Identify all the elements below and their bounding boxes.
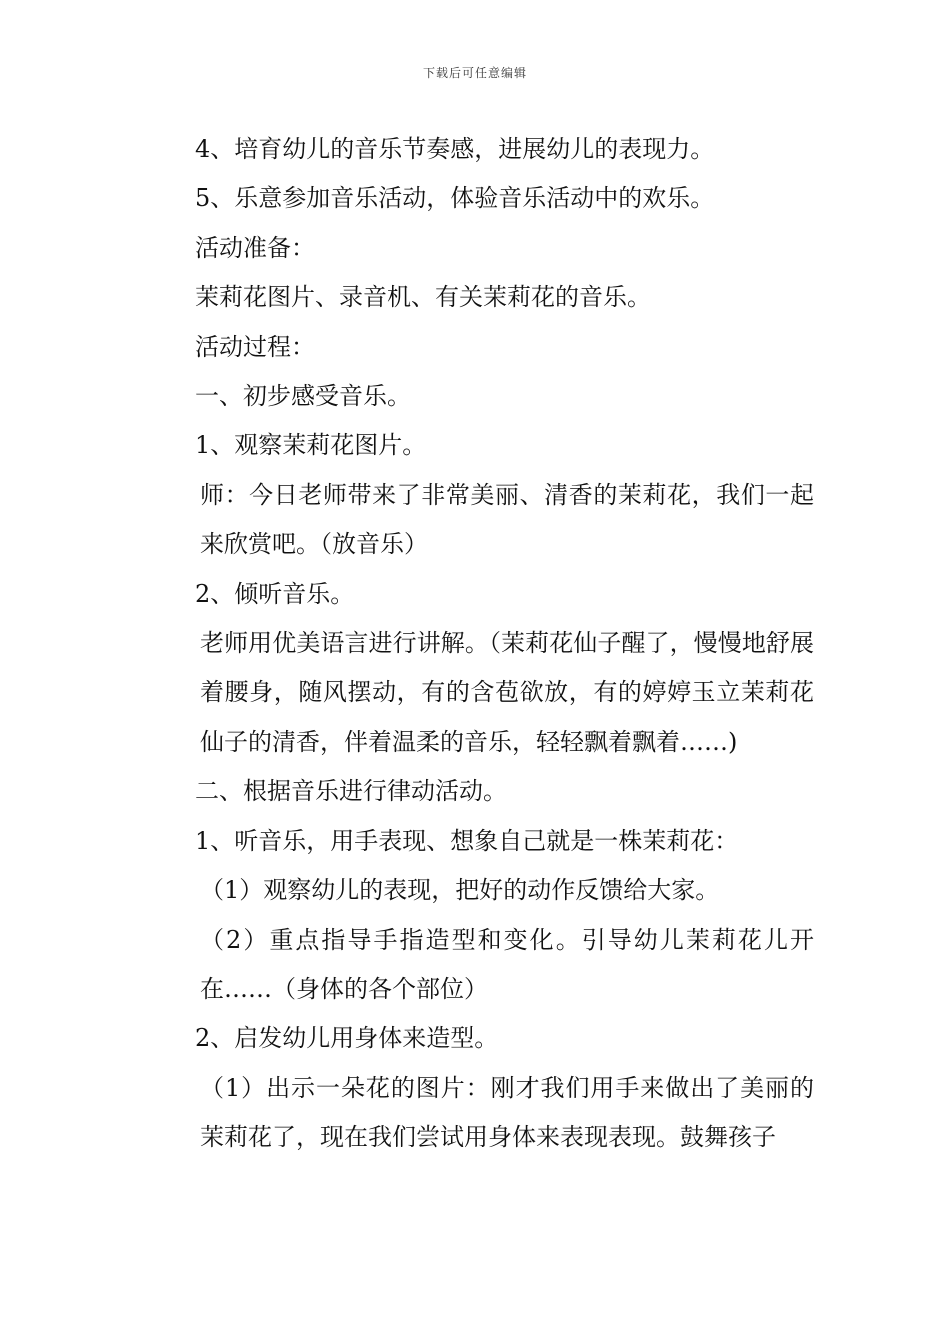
paragraph-goal-5: 5、乐意参加音乐活动，体验音乐活动中的欢乐。 — [195, 184, 715, 213]
paragraph-step-2-2: 2、启发幼儿用身体来造型。 — [195, 1024, 499, 1053]
document-body — [146, 125, 814, 1163]
paragraph-materials: 茉莉花图片、录音机、有关茉莉花的音乐。 — [195, 283, 651, 312]
heading-process: 活动过程： — [195, 332, 315, 361]
heading-step-2: 二、根据音乐进行律动活动。 — [195, 777, 507, 806]
heading-step-1: 一、初步感受音乐。 — [195, 382, 411, 411]
heading-preparation: 活动准备： — [195, 233, 315, 262]
paragraph-step-1-2: 2、倾听音乐。 — [195, 579, 355, 608]
paragraph-step-2-1-b: （2）重点指导手指造型和变化。引导幼儿茉莉花儿开在……（身体的各个部位） — [200, 925, 814, 1003]
paragraph-teacher-narration: 老师用优美语言进行讲解。（茉莉花仙子醒了，慢慢地舒展着腰身，随风摆动，有的含苞欲放，有的婷婷玉立茉莉花仙子的清香，伴着温柔的音乐，轻轻飘着飘着……) — [200, 629, 814, 756]
paragraph-step-2-1: 1、听音乐，用手表现、想象自己就是一株茉莉花： — [195, 826, 739, 855]
paragraph-step-1-1: 1、观察茉莉花图片。 — [195, 431, 427, 460]
paragraph-step-2-1-a: （1）观察幼儿的表现，把好的动作反馈给大家。 — [200, 876, 720, 905]
page-header: 下载后可任意编辑 — [422, 66, 527, 80]
paragraph-goal-4: 4、培育幼儿的音乐节奏感，进展幼儿的表现力。 — [195, 135, 715, 163]
paragraph-teacher-intro: 师：今日老师带来了非常美丽、清香的茉莉花，我们一起来欣赏吧。（放音乐） — [200, 480, 814, 559]
paragraph-step-2-2-a: （1）出示一朵花的图片：刚才我们用手来做出了美丽的茉莉花了，现在我们尝试用身体来表现表现。鼓舞孩子 — [200, 1073, 814, 1152]
